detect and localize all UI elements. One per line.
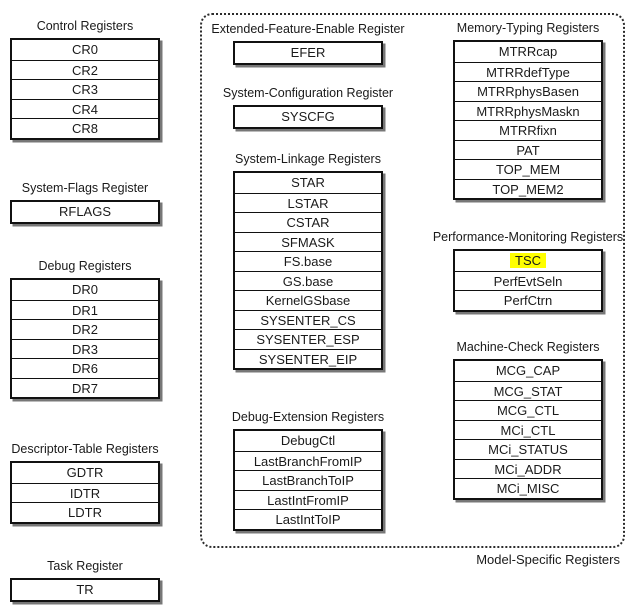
- register-cell-cstar: CSTAR: [235, 212, 381, 232]
- group-title-descriptor-table-registers: Descriptor-Table Registers: [11, 442, 159, 456]
- register-cell-mcg-stat: MCG_STAT: [455, 381, 601, 401]
- register-stack-system-flags-register: [10, 200, 160, 224]
- register-cell-cr0: CR0: [12, 40, 158, 60]
- register-stack-control-registers: [10, 38, 160, 140]
- register-cell-gs-base: GS.base: [235, 271, 381, 291]
- group-title-control-registers: Control Registers: [36, 19, 134, 33]
- register-cell-mtrrphysbasen: MTRRphysBasen: [455, 81, 601, 101]
- register-cell-top-mem: TOP_MEM: [455, 159, 601, 179]
- column-general-registers: [10, 0, 160, 611]
- register-cell-efer: EFER: [235, 43, 381, 63]
- register-cell-cr2: CR2: [12, 60, 158, 80]
- register-cell-dr6: DR6: [12, 358, 158, 378]
- register-cell-mci-addr: MCi_ADDR: [455, 459, 601, 479]
- register-stack-debug-extension-registers: [233, 429, 383, 531]
- group-title-system-flags-register: System-Flags Register: [21, 181, 149, 195]
- group-title-debug-extension-registers: Debug-Extension Registers: [231, 410, 385, 424]
- register-stack-system-configuration-register: [233, 105, 383, 129]
- register-cell-dr2: DR2: [12, 319, 158, 339]
- register-cell-tsc: [455, 251, 601, 271]
- register-stack-debug-registers: [10, 278, 160, 399]
- group-title-system-linkage-registers: System-Linkage Registers: [235, 152, 381, 166]
- register-cell-fs-base: FS.base: [235, 251, 381, 271]
- register-cell-cr3: CR3: [12, 79, 158, 99]
- register-cell-star: STAR: [235, 173, 381, 193]
- register-cell-mcg-ctl: MCG_CTL: [455, 400, 601, 420]
- register-stack-task-register: [10, 578, 160, 602]
- column-msr-right: [432, 0, 624, 611]
- register-cell-mci-status: MCi_STATUS: [455, 439, 601, 459]
- register-cell-debugctl: DebugCtl: [235, 431, 381, 451]
- register-stack-system-linkage-registers: [233, 171, 383, 370]
- register-stack-performance-monitoring-registers: [453, 249, 603, 312]
- register-cell-sysenter-cs: SYSENTER_CS: [235, 310, 381, 330]
- register-cell-lastbranchfromip: LastBranchFromIP: [235, 451, 381, 471]
- group-title-memory-typing-registers: Memory-Typing Registers: [456, 21, 600, 35]
- register-cell-pat: PAT: [455, 140, 601, 160]
- register-cell-top-mem2: TOP_MEM2: [455, 179, 601, 199]
- register-cell-lstar: LSTAR: [235, 193, 381, 213]
- register-cell-mci-misc: MCi_MISC: [455, 478, 601, 498]
- highlighted-register-label: TSC: [510, 253, 546, 268]
- register-cell-sysenter-esp: SYSENTER_ESP: [235, 329, 381, 349]
- register-cell-kernelgsbase: KernelGSbase: [235, 290, 381, 310]
- register-stack-machine-check-registers: [453, 359, 603, 500]
- register-cell-sfmask: SFMASK: [235, 232, 381, 252]
- register-cell-mtrrfixn: MTRRfixn: [455, 120, 601, 140]
- register-cell-mcg-cap: MCG_CAP: [455, 361, 601, 381]
- register-cell-tr: TR: [12, 580, 158, 600]
- register-stack-descriptor-table-registers: [10, 461, 160, 524]
- register-cell-lastinttoip: LastIntToIP: [235, 509, 381, 529]
- group-title-task-register: Task Register: [47, 559, 123, 573]
- register-cell-sysenter-eip: SYSENTER_EIP: [235, 349, 381, 369]
- register-cell-mtrrdeftype: MTRRdefType: [455, 62, 601, 82]
- register-cell-rflags: RFLAGS: [12, 202, 158, 222]
- register-cell-dr3: DR3: [12, 339, 158, 359]
- column-msr-middle: [211, 0, 405, 611]
- group-title-system-configuration-register: System-Configuration Register: [222, 86, 394, 100]
- register-cell-perfctrn: PerfCtrn: [455, 290, 601, 310]
- register-cell-ldtr: LDTR: [12, 502, 158, 522]
- group-title-extended-feature-enable-register: Extended-Feature-Enable Register: [211, 22, 405, 36]
- msr-caption: Model-Specific Registers: [476, 552, 620, 567]
- register-stack-extended-feature-enable-register: [233, 41, 383, 65]
- register-cell-lastintfromip: LastIntFromIP: [235, 490, 381, 510]
- register-cell-dr0: DR0: [12, 280, 158, 300]
- register-cell-idtr: IDTR: [12, 483, 158, 503]
- register-cell-mtrrphysmaskn: MTRRphysMaskn: [455, 101, 601, 121]
- register-cell-cr4: CR4: [12, 99, 158, 119]
- register-cell-perfevtseln: PerfEvtSeln: [455, 271, 601, 291]
- register-stack-memory-typing-registers: [453, 40, 603, 200]
- group-title-debug-registers: Debug Registers: [38, 259, 132, 273]
- register-cell-mtrrcap: MTRRcap: [455, 42, 601, 62]
- group-title-performance-monitoring-registers: Performance-Monitoring Registers: [432, 230, 624, 244]
- register-cell-syscfg: SYSCFG: [235, 107, 381, 127]
- register-cell-lastbranchtoip: LastBranchToIP: [235, 470, 381, 490]
- register-cell-dr7: DR7: [12, 378, 158, 398]
- register-cell-dr1: DR1: [12, 300, 158, 320]
- register-cell-mci-ctl: MCi_CTL: [455, 420, 601, 440]
- register-cell-cr8: CR8: [12, 118, 158, 138]
- group-title-machine-check-registers: Machine-Check Registers: [456, 340, 600, 354]
- register-cell-gdtr: GDTR: [12, 463, 158, 483]
